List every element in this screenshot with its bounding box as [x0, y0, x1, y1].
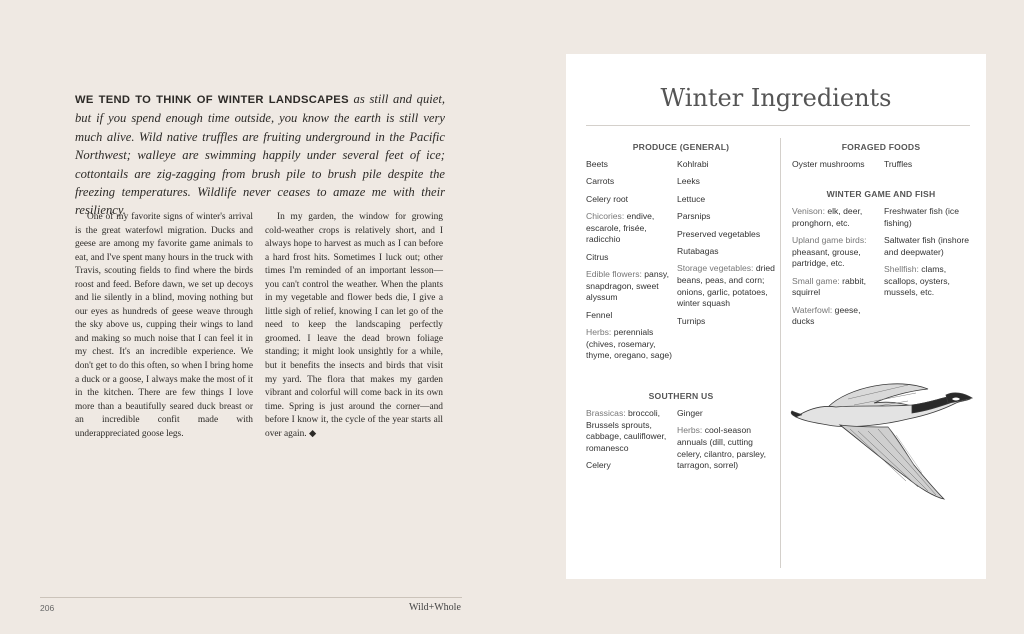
section-heading-game: WINTER GAME AND FISH: [826, 189, 936, 199]
produce-list-b: [677, 159, 777, 333]
ingredient-text: perennials (chives, rosemary, thyme, oregano, sage): [586, 327, 672, 361]
ingredient-text: Beets: [586, 159, 608, 169]
ingredient-text: Turnips: [677, 315, 706, 326]
ingredient-item: [586, 408, 674, 454]
ingredient-category-label: Venison:: [792, 206, 825, 216]
ingredient-text: dried beans, peas, and corn; onions, garlic, potatoes, winter squash: [677, 263, 775, 309]
ingredient-text: Carrots: [586, 176, 615, 187]
ingredient-item: [677, 408, 777, 420]
ingredient-item: [677, 211, 777, 223]
ingredient-item: [586, 460, 674, 472]
ingredient-text: Parsnips: [677, 211, 711, 222]
ingredient-item: [586, 176, 674, 188]
ingredient-item: [586, 327, 674, 362]
ingredient-item: [792, 235, 880, 270]
ingredient-item: [792, 159, 882, 171]
ingredient-text: Celery root: [586, 193, 629, 204]
ingredient-item: [677, 316, 777, 328]
ingredient-category-label: Upland game birds:: [792, 234, 867, 245]
produce-list-a: [586, 159, 674, 368]
ingredient-item: [677, 159, 777, 171]
ingredient-item: [677, 194, 777, 206]
ingredient-text: Celery: [586, 460, 611, 471]
ingredient-item: [677, 229, 777, 241]
section-heading-foraged: FORAGED FOODS: [841, 142, 921, 152]
ingredient-item: [677, 176, 777, 188]
ingredient-text: Truffles: [884, 159, 913, 169]
ingredient-text: elk, deer, pronghorn, etc.: [792, 206, 863, 228]
lede-paragraph: [75, 90, 445, 220]
ingredient-category-label: Small game:: [792, 275, 840, 286]
ingredient-category-label: Waterfowl:: [792, 304, 833, 315]
ingredient-item: [884, 206, 974, 229]
southern-list-b: [677, 408, 777, 478]
ingredient-item: [792, 206, 880, 229]
ingredient-text: Leeks: [677, 176, 700, 187]
ingredient-text: broccoli, Brussels sprouts, cabbage, cauliflower, romanesco: [586, 408, 667, 453]
ingredient-text: pansy, snapdragon, sweet alyssum: [586, 269, 669, 303]
ingredient-text: Saltwater fish (inshore and deepwater): [884, 234, 970, 257]
ingredient-text: cool-season annuals (dill, cutting celery, cilantro, parsley, tarragon, sorrel): [677, 425, 766, 471]
ingredient-text: Lettuce: [677, 193, 706, 204]
ingredient-text: Ginger: [677, 408, 703, 418]
ingredient-text: clams, scallops, oysters, mussels, etc.: [884, 263, 950, 298]
ingredient-text: pheasant, grouse, partridge, etc.: [792, 246, 861, 269]
body-paragraph-1: One of my favorite signs of winter's arrival is the great waterfowl migration. Ducks and geese are among my favorite game animals to eat, and I've spent many hours in the truck with Travis, scouting fields to find where the birds roost and feed. Before dawn, we set up decoys and lie silently in a blind, moving nothing but our eyes as hundreds of geese weave through the sky above us, cupping their wings to land and making so much noise that I can feel it in my chest. It's an incredible experience. We don't get to do this often, so when I bring home a duck or a goose, I always make the most of it in the kitchen. There are few things I love more than a beautifully seared duck breast or an incredible confit made with underappreciated goose legs.: [75, 212, 253, 439]
ingredient-category-label: Storage vegetables:: [677, 263, 754, 274]
foraged-list-b: [884, 159, 974, 176]
ingredient-category-label: Shellfish:: [884, 263, 919, 274]
page-number: 206: [40, 603, 55, 613]
ingredient-text: Citrus: [586, 251, 609, 262]
lede-text: as still and quiet, but if you spend enough time outside, you know the earth is still very much alive. Wild native truffles are fruiting underground in the Pacific Northwest; walleye are swimming happily under several feet of ice; cottontails are zig-zagging from brush pile to brush pile despite the freezing temperatures. Wildlife never ceases to amaze me with their resiliency.: [75, 92, 445, 218]
game-list-a: [792, 206, 880, 334]
body-column-2: [265, 211, 443, 441]
ingredient-text: Rutabagas: [677, 245, 719, 256]
lede-caps: WE TEND TO THINK OF WINTER LANDSCAPES: [75, 94, 349, 106]
body-paragraph-2: In my garden, the window for growing cold-weather crops is relatively short, and I always hope to harvest as much as I can before a hard frost hits. Sometimes I luck out; other times I'm reminded of an important lesson—you can't control the weather. When the plants in my vegetable and flower beds die, I give a little sigh of relief, knowing I can let go of the need to keep the landscaping perfectly groomed. I leave the dead brown foliage standing; it might look unsightly for a while, but it benefits the insects and birds that visit my yard. The flora that makes my garden vibrant and colorful will come back in its own time. Spring is just around the corner—and before I know it, the cycle of the year starts all over again. ◆: [265, 212, 443, 439]
flying-goose-illustration: [788, 369, 980, 509]
footer-rule: [40, 597, 462, 598]
column-divider: [780, 138, 781, 568]
section-heading-produce: PRODUCE (GENERAL): [632, 142, 730, 152]
ingredient-text: Preserved vegetables: [677, 228, 761, 239]
ingredient-item: [586, 211, 674, 246]
card-title-rule: [586, 125, 970, 126]
ingredient-text: endive, escarole, frisée, radicchio: [586, 211, 655, 245]
ingredient-item: [586, 310, 674, 322]
ingredient-text: Kohlrabi: [677, 159, 709, 169]
southern-list-a: [586, 408, 674, 478]
section-heading-southern: SOUTHERN US: [648, 391, 714, 401]
card-title: Winter Ingredients: [660, 84, 892, 112]
foraged-list-a: [792, 159, 882, 176]
game-list-b: [884, 206, 974, 305]
ingredient-text: rabbit, squirrel: [792, 275, 867, 298]
ingredient-item: [677, 246, 777, 258]
ingredient-item: [792, 276, 880, 299]
running-book-title: Wild+Whole: [409, 602, 461, 613]
ingredient-text: Fennel: [586, 309, 613, 320]
ingredient-item: [586, 159, 674, 171]
ingredient-text: Freshwater fish (ice fishing): [884, 206, 959, 228]
ingredient-category-label: Brassicas:: [586, 408, 626, 418]
ingredient-category-label: Herbs:: [677, 425, 703, 436]
ingredient-item: [884, 264, 974, 299]
ingredient-text: Oyster mushrooms: [792, 159, 865, 169]
ingredients-card: [566, 54, 986, 579]
ingredient-item: [677, 425, 777, 471]
ingredient-item: [586, 194, 674, 206]
ingredient-category-label: Herbs:: [586, 327, 612, 338]
ingredient-item: [884, 159, 974, 171]
ingredient-text: geese, ducks: [792, 304, 861, 327]
ingredient-item: [677, 263, 777, 309]
ingredient-item: [884, 235, 974, 258]
ingredient-item: [586, 252, 674, 264]
ingredient-category-label: Edible flowers:: [586, 269, 642, 280]
ingredient-category-label: Chicories:: [586, 211, 625, 222]
ingredient-item: [586, 269, 674, 304]
body-column-1: [75, 211, 253, 441]
ingredient-item: [792, 305, 880, 328]
